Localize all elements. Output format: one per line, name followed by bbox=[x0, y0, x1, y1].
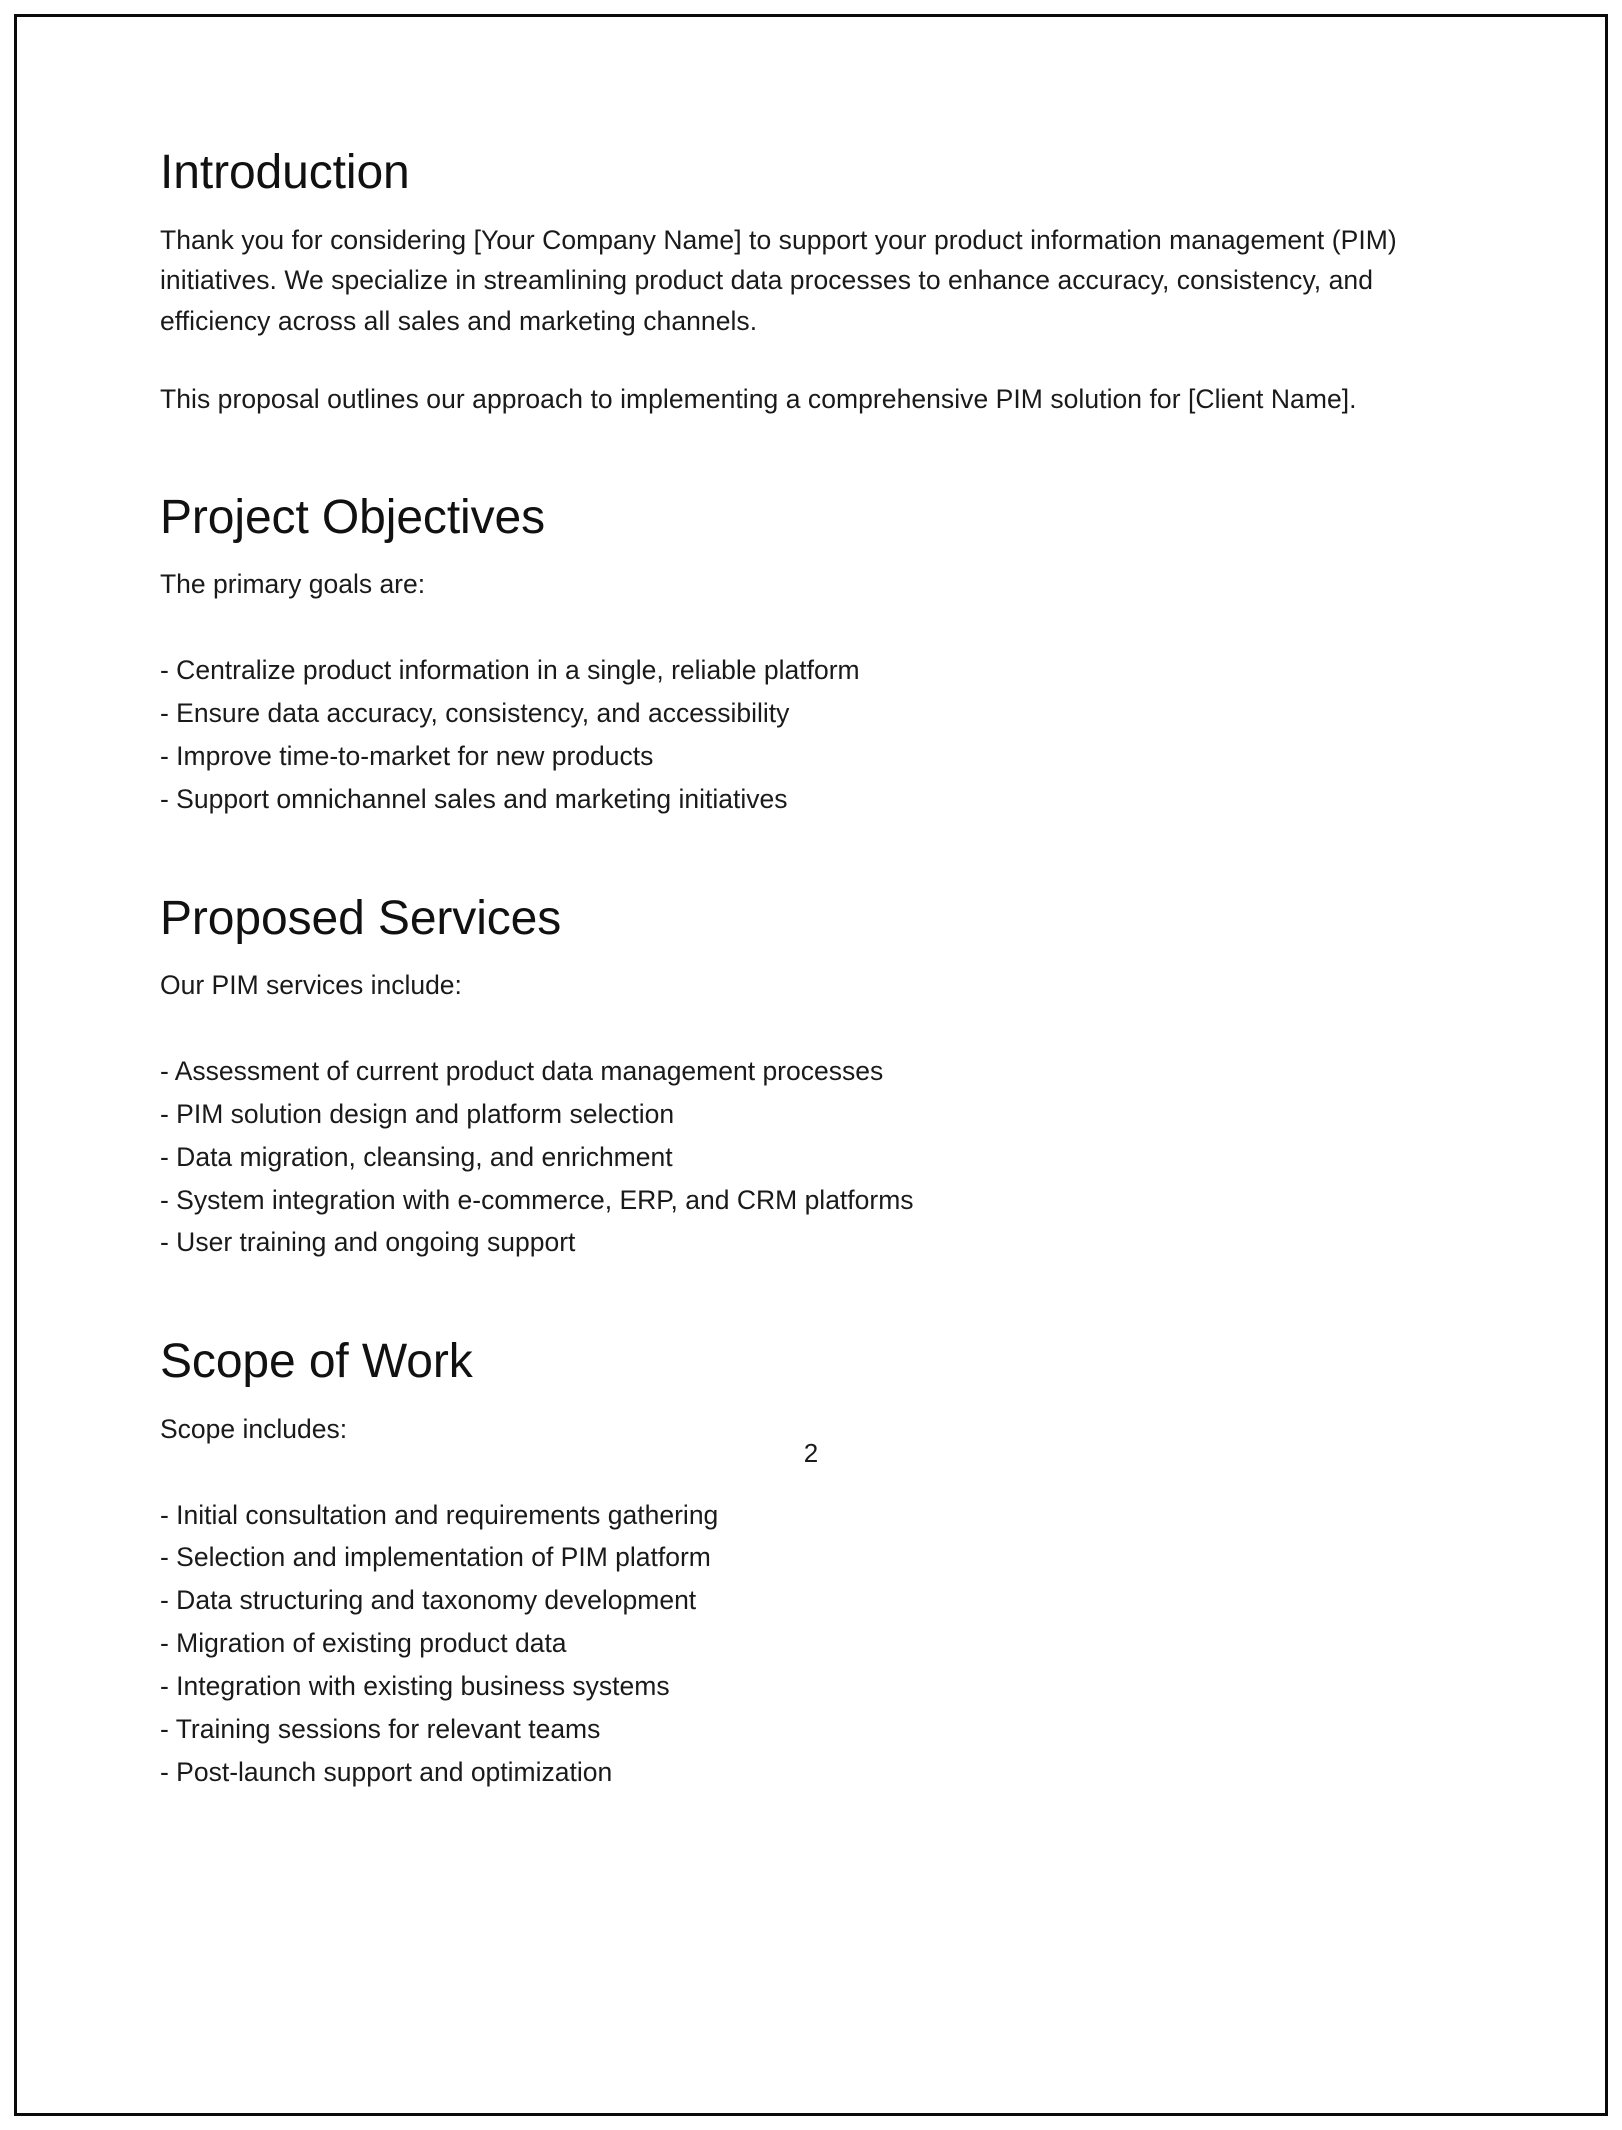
section-project-objectives bbox=[160, 490, 1460, 821]
page-number: 2 bbox=[803, 1438, 819, 1468]
list-item: - User training and ongoing support bbox=[160, 1227, 576, 1258]
section-scope-of-work bbox=[160, 1334, 1460, 1794]
list-item: - Post-launch support and optimization bbox=[160, 1757, 613, 1788]
section-heading: Introduction bbox=[160, 146, 410, 199]
paragraph: This proposal outlines our approach to implementing a comprehensive PIM solution for [Client Name]. bbox=[160, 384, 1357, 415]
bullet-list bbox=[160, 1050, 1460, 1265]
list-item: - Support omnichannel sales and marketing initiatives bbox=[160, 783, 788, 814]
list-item: - Initial consultation and requirements gathering bbox=[160, 1499, 719, 1530]
list-item: - Data migration, cleansing, and enrichment bbox=[160, 1141, 673, 1172]
list-item: - Integration with existing business systems bbox=[160, 1671, 670, 1702]
list-item: - Ensure data accuracy, consistency, and accessibility bbox=[160, 697, 790, 728]
section-lead-text: Our PIM services include: bbox=[160, 970, 462, 1001]
list-item: - PIM solution design and platform selection bbox=[160, 1098, 675, 1129]
bullet-list bbox=[160, 649, 1460, 821]
section-lead-text: The primary goals are: bbox=[160, 569, 426, 600]
list-item: - Centralize product information in a single, reliable platform bbox=[160, 654, 860, 685]
list-item: - Assessment of current product data management processes bbox=[160, 1055, 884, 1086]
section-heading: Project Objectives bbox=[160, 490, 546, 544]
page-border-frame bbox=[14, 14, 1608, 2116]
paragraph: Thank you for considering [Your Company Name] to support your product information management (PIM) initiatives. We specialize in streamlining product data processes to enhance accuracy, consistency, and efficiency across all sales and marketing channels. bbox=[160, 224, 1397, 336]
section-heading: Proposed Services bbox=[160, 891, 562, 945]
section-lead-text: Scope includes: bbox=[160, 1413, 348, 1444]
list-item: - Improve time-to-market for new products bbox=[160, 740, 654, 771]
section-introduction bbox=[160, 145, 1460, 420]
section-heading: Scope of Work bbox=[160, 1335, 473, 1389]
list-item: - Selection and implementation of PIM platform bbox=[160, 1542, 711, 1573]
document-body bbox=[160, 145, 1460, 1794]
bullet-list bbox=[160, 1494, 1460, 1794]
list-item: - Data structuring and taxonomy development bbox=[160, 1585, 697, 1616]
list-item: - Training sessions for relevant teams bbox=[160, 1714, 601, 1745]
list-item: - System integration with e-commerce, ERP, and CRM platforms bbox=[160, 1184, 914, 1215]
section-proposed-services bbox=[160, 891, 1460, 1265]
list-item: - Migration of existing product data bbox=[160, 1628, 567, 1659]
